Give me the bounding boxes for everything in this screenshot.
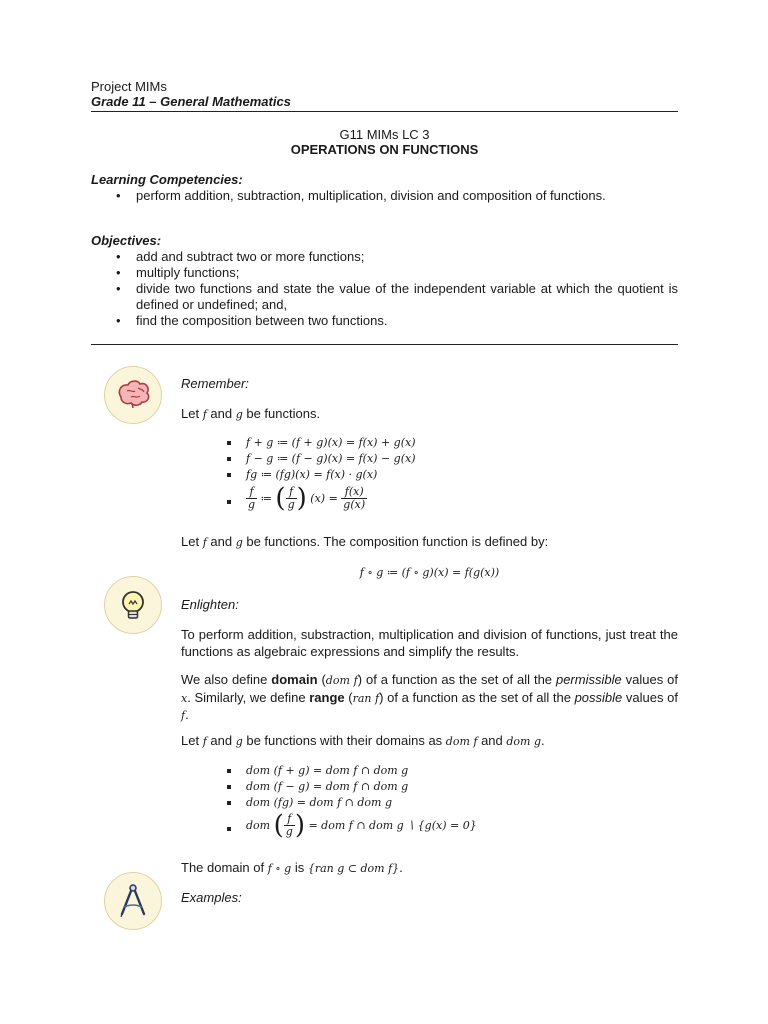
list-item: • perform addition, subtraction, multiplication, division and composition of functions.: [91, 188, 678, 204]
composition-domain: The domain of f ∘ g is {ran g ⊂ dom f}.: [181, 860, 403, 875]
operation-formulas: [222, 435, 415, 483]
list-item: • add and subtract two or more functions;: [91, 249, 678, 265]
enlighten-paragraph-1: To perform addition, substraction, multiplication and division of functions, just treat the functions as algebraic expressions and simplify the results.: [181, 627, 678, 659]
domain-rule-difference: dom (f − g) = dom f ∩ dom g: [222, 779, 408, 795]
lesson-code: G11 MIMs LC 3: [339, 127, 430, 142]
composition-formula: f ∘ g ≔ (f ∘ g)(x) = f(g(x)): [359, 566, 500, 579]
header-divider: [91, 111, 678, 112]
domain-rule-quotient: dom ( $\frac{f}{g}$ ) = dom f ∩ dom g ∖ {g(x) = 0}: [222, 811, 522, 847]
page-title: OPERATIONS ON FUNCTIONS: [290, 142, 479, 157]
remember-heading: Remember:: [181, 376, 249, 391]
formula-sum: f + g ≔ (f + g)(x) = f(x) + g(x): [222, 435, 415, 451]
domain-rule-sum: dom (f + g) = dom f ∩ dom g: [222, 763, 408, 779]
enlighten-heading: Enlighten:: [181, 597, 239, 612]
list-item: • divide two functions and state the value of the independent variable at which the quotient is defined or undefined; and,: [91, 281, 678, 313]
list-item: • find the composition between two functions.: [91, 313, 678, 329]
formula-quotient: $\frac{f}{g}$ ≔ ( $\frac{f}{g}$ ) (x) = $\frac{f(x)}{g(x)}$: [222, 484, 422, 520]
examples-heading: Examples:: [181, 890, 242, 905]
enlighten-paragraph-2: We also define domain (dom f) of a function as the set of all the permissible values of x. Similarly, we define range (ran f) of a function as the set of all the possible values of f.: [181, 672, 678, 722]
lightbulb-icon: [104, 576, 162, 634]
formula-difference: f − g ≔ (f − g)(x) = f(x) − g(x): [222, 451, 415, 467]
domain-rules: [222, 763, 408, 811]
formula-product: fg ≔ (fg)(x) = f(x) · g(x): [222, 467, 415, 483]
objectives-heading: Objectives:: [91, 233, 162, 248]
enlighten-paragraph-3: Let f and g be functions with their domains as dom f and dom g.: [181, 733, 545, 748]
competencies-heading: Learning Competencies:: [91, 172, 243, 187]
brain-icon: [104, 366, 162, 424]
compass-icon: [104, 872, 162, 930]
objectives-list: [91, 249, 678, 329]
course-label: Grade 11 – General Mathematics: [91, 94, 291, 109]
list-item: • multiply functions;: [91, 265, 678, 281]
domain-rule-product: dom (fg) = dom f ∩ dom g: [222, 795, 408, 811]
section-divider: [91, 344, 678, 345]
project-label: Project MIMs: [91, 79, 167, 94]
competencies-list: [91, 188, 678, 204]
composition-intro: Let f and g be functions. The composition function is defined by:: [181, 534, 549, 549]
remember-intro: Let f and g be functions.: [181, 406, 321, 421]
